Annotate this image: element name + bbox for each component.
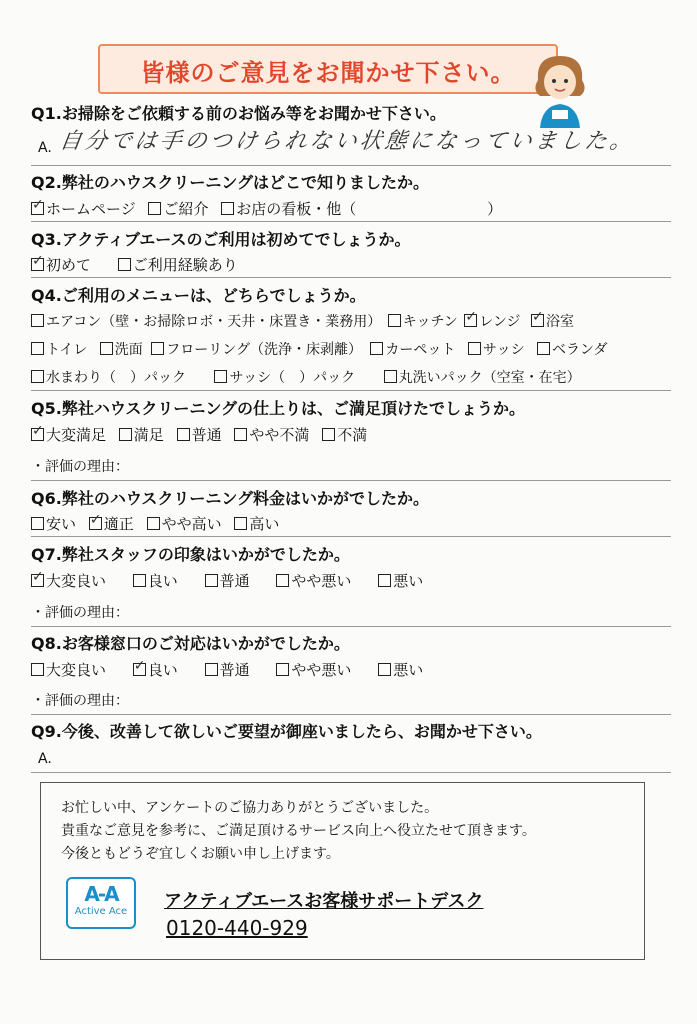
q8-option-bad[interactable]: [378, 659, 423, 680]
option-label: 洗面: [114, 342, 143, 358]
q8-option-very-good[interactable]: [31, 659, 106, 680]
active-ace-logo: [66, 877, 136, 929]
q7-option-normal[interactable]: [205, 570, 250, 591]
checkbox[interactable]: [384, 370, 397, 383]
q8-option-somewhat-bad[interactable]: [276, 659, 351, 680]
q5-rule: [31, 480, 671, 481]
option-label: 丸洗いパック（空室・在宅）: [398, 370, 581, 386]
q4-rule: [31, 390, 671, 391]
q7-option-good[interactable]: [133, 570, 178, 591]
q6-question: Q6.弊社のハウスクリーニング料金はいかがでしたか。: [31, 489, 430, 508]
q7-question: Q7.弊社スタッフの印象はいかがでしたか。: [31, 545, 350, 564]
checkbox-checked[interactable]: [531, 314, 544, 327]
checkbox[interactable]: [388, 314, 401, 327]
option-label: カーペット: [385, 342, 456, 358]
q8-question: Q8.お客様窓口のご対応はいかがでしたか。: [31, 634, 350, 653]
checkbox-checked[interactable]: [31, 574, 44, 587]
footer-thanks-line: お忙しい中、アンケートのご協力ありがとうございました。: [61, 800, 439, 816]
banner-title: 皆様のご意見をお聞かせ下さい。: [140, 59, 516, 87]
q2-close-paren: ）: [487, 200, 503, 218]
q6-rule: [31, 536, 671, 537]
option-label: 大変良い: [46, 661, 107, 679]
q4-options-row2: [31, 339, 616, 359]
q9-question: Q9.今後、改善して欲しいご要望が御座いましたら、お聞かせ下さい。: [31, 722, 542, 741]
q4-option-full-wash-pack[interactable]: [384, 367, 581, 387]
q3-options: [31, 254, 246, 275]
checkbox[interactable]: [148, 202, 161, 215]
logo-name: Active Ace: [74, 906, 128, 917]
q6-options: [31, 513, 287, 534]
q6-option-expensive[interactable]: [234, 513, 279, 534]
option-label: ベランダ: [552, 342, 608, 358]
checkbox[interactable]: [234, 517, 247, 530]
q9-rule: [31, 772, 671, 773]
checkbox[interactable]: [221, 202, 234, 215]
q5-option-very-satisfied[interactable]: [31, 424, 106, 445]
option-label: キッチン: [402, 314, 458, 330]
q3-option-first-time[interactable]: [31, 254, 91, 275]
option-label: 普通: [219, 661, 250, 679]
q9-answer-prefix: A.: [38, 751, 52, 767]
option-label: やや不満: [249, 426, 310, 444]
option-label: 不満: [337, 426, 368, 444]
q6-option-cheap[interactable]: [31, 513, 76, 534]
checkbox[interactable]: [322, 428, 335, 441]
option-label: サッシ: [482, 342, 525, 358]
q4-option-bathroom[interactable]: [531, 311, 574, 331]
option-label: 安い: [46, 515, 77, 533]
q4-option-range[interactable]: [464, 311, 520, 331]
option-label: 大変良い: [46, 572, 107, 590]
q8-option-normal[interactable]: [205, 659, 250, 680]
option-label: フローリング（洗浄・床剥離）: [166, 342, 362, 358]
q1-handwritten-answer: 自分では手のつけられない状態になっていました。: [57, 129, 637, 154]
checkbox-checked[interactable]: [31, 202, 44, 215]
q5-options: [31, 424, 375, 445]
q5-option-dissatisfied[interactable]: [322, 424, 367, 445]
q4-option-aircon[interactable]: [31, 311, 381, 331]
option-label: 普通: [191, 426, 222, 444]
option-label: サッシ（ ）パック: [229, 370, 356, 386]
q4-options-row3: [31, 367, 589, 387]
checkbox[interactable]: [118, 258, 131, 271]
checkbox[interactable]: [100, 342, 113, 355]
q2-options: [31, 198, 502, 219]
option-label: 悪い: [393, 661, 424, 679]
q5-option-normal[interactable]: [177, 424, 222, 445]
checkbox[interactable]: [119, 428, 132, 441]
q5-reason-label: ・評価の理由：: [31, 459, 129, 475]
checkbox[interactable]: [370, 342, 383, 355]
q2-option-referral[interactable]: [148, 198, 208, 219]
q4-option-toilet[interactable]: [31, 339, 87, 359]
q2-option-other[interactable]: [221, 198, 356, 219]
footer-improvement-line: 貴重なご意見を参考に、ご満足頂けるサービス向上へ役立たせて頂きます。: [61, 823, 536, 839]
q2-rule: [31, 221, 671, 222]
footer-box: [40, 782, 645, 960]
option-label: 水まわり（ ）パック: [46, 370, 186, 386]
checkbox[interactable]: [468, 342, 481, 355]
checkbox[interactable]: [31, 663, 44, 676]
option-label: やや高い: [161, 515, 222, 533]
option-label: 浴室: [546, 314, 575, 330]
q4-option-washroom[interactable]: [100, 339, 143, 359]
checkbox-checked[interactable]: [133, 663, 146, 676]
q7-reason-label: ・評価の理由：: [31, 605, 129, 621]
q4-option-carpet[interactable]: [370, 339, 455, 359]
checkbox[interactable]: [276, 663, 289, 676]
support-phone-number[interactable]: 0120-440-929: [166, 916, 308, 940]
checkbox[interactable]: [378, 663, 391, 676]
survey-banner: [98, 44, 558, 94]
option-label: 大変満足: [46, 426, 107, 444]
q3-option-used-before[interactable]: [118, 254, 238, 275]
option-label: やや悪い: [291, 572, 352, 590]
q1-question: Q1.お掃除をご依頼する前のお悩み等をお聞かせ下さい。: [31, 104, 446, 123]
q4-option-sash-pack[interactable]: [214, 367, 355, 387]
checkbox-checked[interactable]: [89, 517, 102, 530]
option-label: 高い: [249, 515, 280, 533]
option-label: 悪い: [393, 572, 424, 590]
q8-reason-label: ・評価の理由：: [31, 693, 129, 709]
option-label: お店の看板・他（: [236, 200, 357, 218]
q4-option-kitchen[interactable]: [388, 311, 458, 331]
q2-option-homepage[interactable]: [31, 198, 136, 219]
checkbox[interactable]: [234, 428, 247, 441]
checkbox[interactable]: [537, 342, 550, 355]
q7-option-bad[interactable]: [378, 570, 423, 591]
q7-options: [31, 570, 431, 591]
q7-rule: [31, 626, 671, 627]
option-label: 普通: [219, 572, 250, 590]
option-label: ご紹介: [163, 200, 209, 218]
option-label: 適正: [103, 515, 134, 533]
checkbox[interactable]: [214, 370, 227, 383]
q8-rule: [31, 714, 671, 715]
q4-option-water-pack[interactable]: [31, 367, 186, 387]
option-label: ホームページ: [46, 200, 136, 218]
q4-question: Q4.ご利用のメニューは、どちらでしょうか。: [31, 286, 366, 305]
q6-option-appropriate[interactable]: [89, 513, 134, 534]
option-label: レンジ: [479, 314, 521, 330]
checkbox[interactable]: [205, 663, 218, 676]
option-label: ご利用経験あり: [132, 256, 238, 274]
option-label: 良い: [147, 661, 178, 679]
checkbox[interactable]: [177, 428, 190, 441]
checkbox[interactable]: [31, 342, 44, 355]
option-label: トイレ: [46, 342, 88, 358]
checkbox[interactable]: [151, 342, 164, 355]
option-label: エアコン（壁・お掃除ロボ・天井・床置き・業務用）: [46, 314, 382, 330]
q7-option-very-good[interactable]: [31, 570, 106, 591]
checkbox-checked[interactable]: [31, 428, 44, 441]
checkbox[interactable]: [147, 517, 160, 530]
q1-answer-prefix: A.: [38, 140, 52, 156]
logo-mark: A-A: [84, 882, 118, 906]
mascot-illustration: [528, 50, 590, 128]
checkbox[interactable]: [31, 370, 44, 383]
checkbox[interactable]: [133, 574, 146, 587]
option-label: 初めて: [46, 256, 92, 274]
checkbox[interactable]: [31, 517, 44, 530]
q5-question: Q5.弊社ハウスクリーニングの仕上りは、ご満足頂けたでしょうか。: [31, 399, 526, 418]
q6-option-somewhat-expensive[interactable]: [147, 513, 222, 534]
q1-rule: [31, 165, 671, 166]
checkbox[interactable]: [31, 314, 44, 327]
q4-option-flooring[interactable]: [151, 339, 362, 359]
q3-question: Q3.アクティブエースのご利用は初めてでしょうか。: [31, 230, 411, 249]
q2-question: Q2.弊社のハウスクリーニングはどこで知りましたか。: [31, 173, 430, 192]
q5-option-somewhat-dissatisfied[interactable]: [234, 424, 309, 445]
q4-option-sash[interactable]: [468, 339, 525, 359]
support-desk-name: アクティブエースお客様サポートデスク: [164, 891, 484, 912]
option-label: 良い: [147, 572, 178, 590]
q8-option-good[interactable]: [133, 659, 178, 680]
q4-options-row1: [31, 311, 582, 331]
option-label: やや悪い: [291, 661, 352, 679]
option-label: 満足: [133, 426, 164, 444]
q3-rule: [31, 277, 671, 278]
q7-option-somewhat-bad[interactable]: [276, 570, 351, 591]
footer-regards-line: 今後ともどうぞ宜しくお願い申し上げます。: [61, 846, 340, 862]
checkbox[interactable]: [276, 574, 289, 587]
checkbox[interactable]: [205, 574, 218, 587]
checkbox[interactable]: [378, 574, 391, 587]
checkbox-checked[interactable]: [464, 314, 477, 327]
q8-options: [31, 659, 431, 680]
q5-option-satisfied[interactable]: [119, 424, 164, 445]
checkbox-checked[interactable]: [31, 258, 44, 271]
q4-option-veranda[interactable]: [537, 339, 607, 359]
